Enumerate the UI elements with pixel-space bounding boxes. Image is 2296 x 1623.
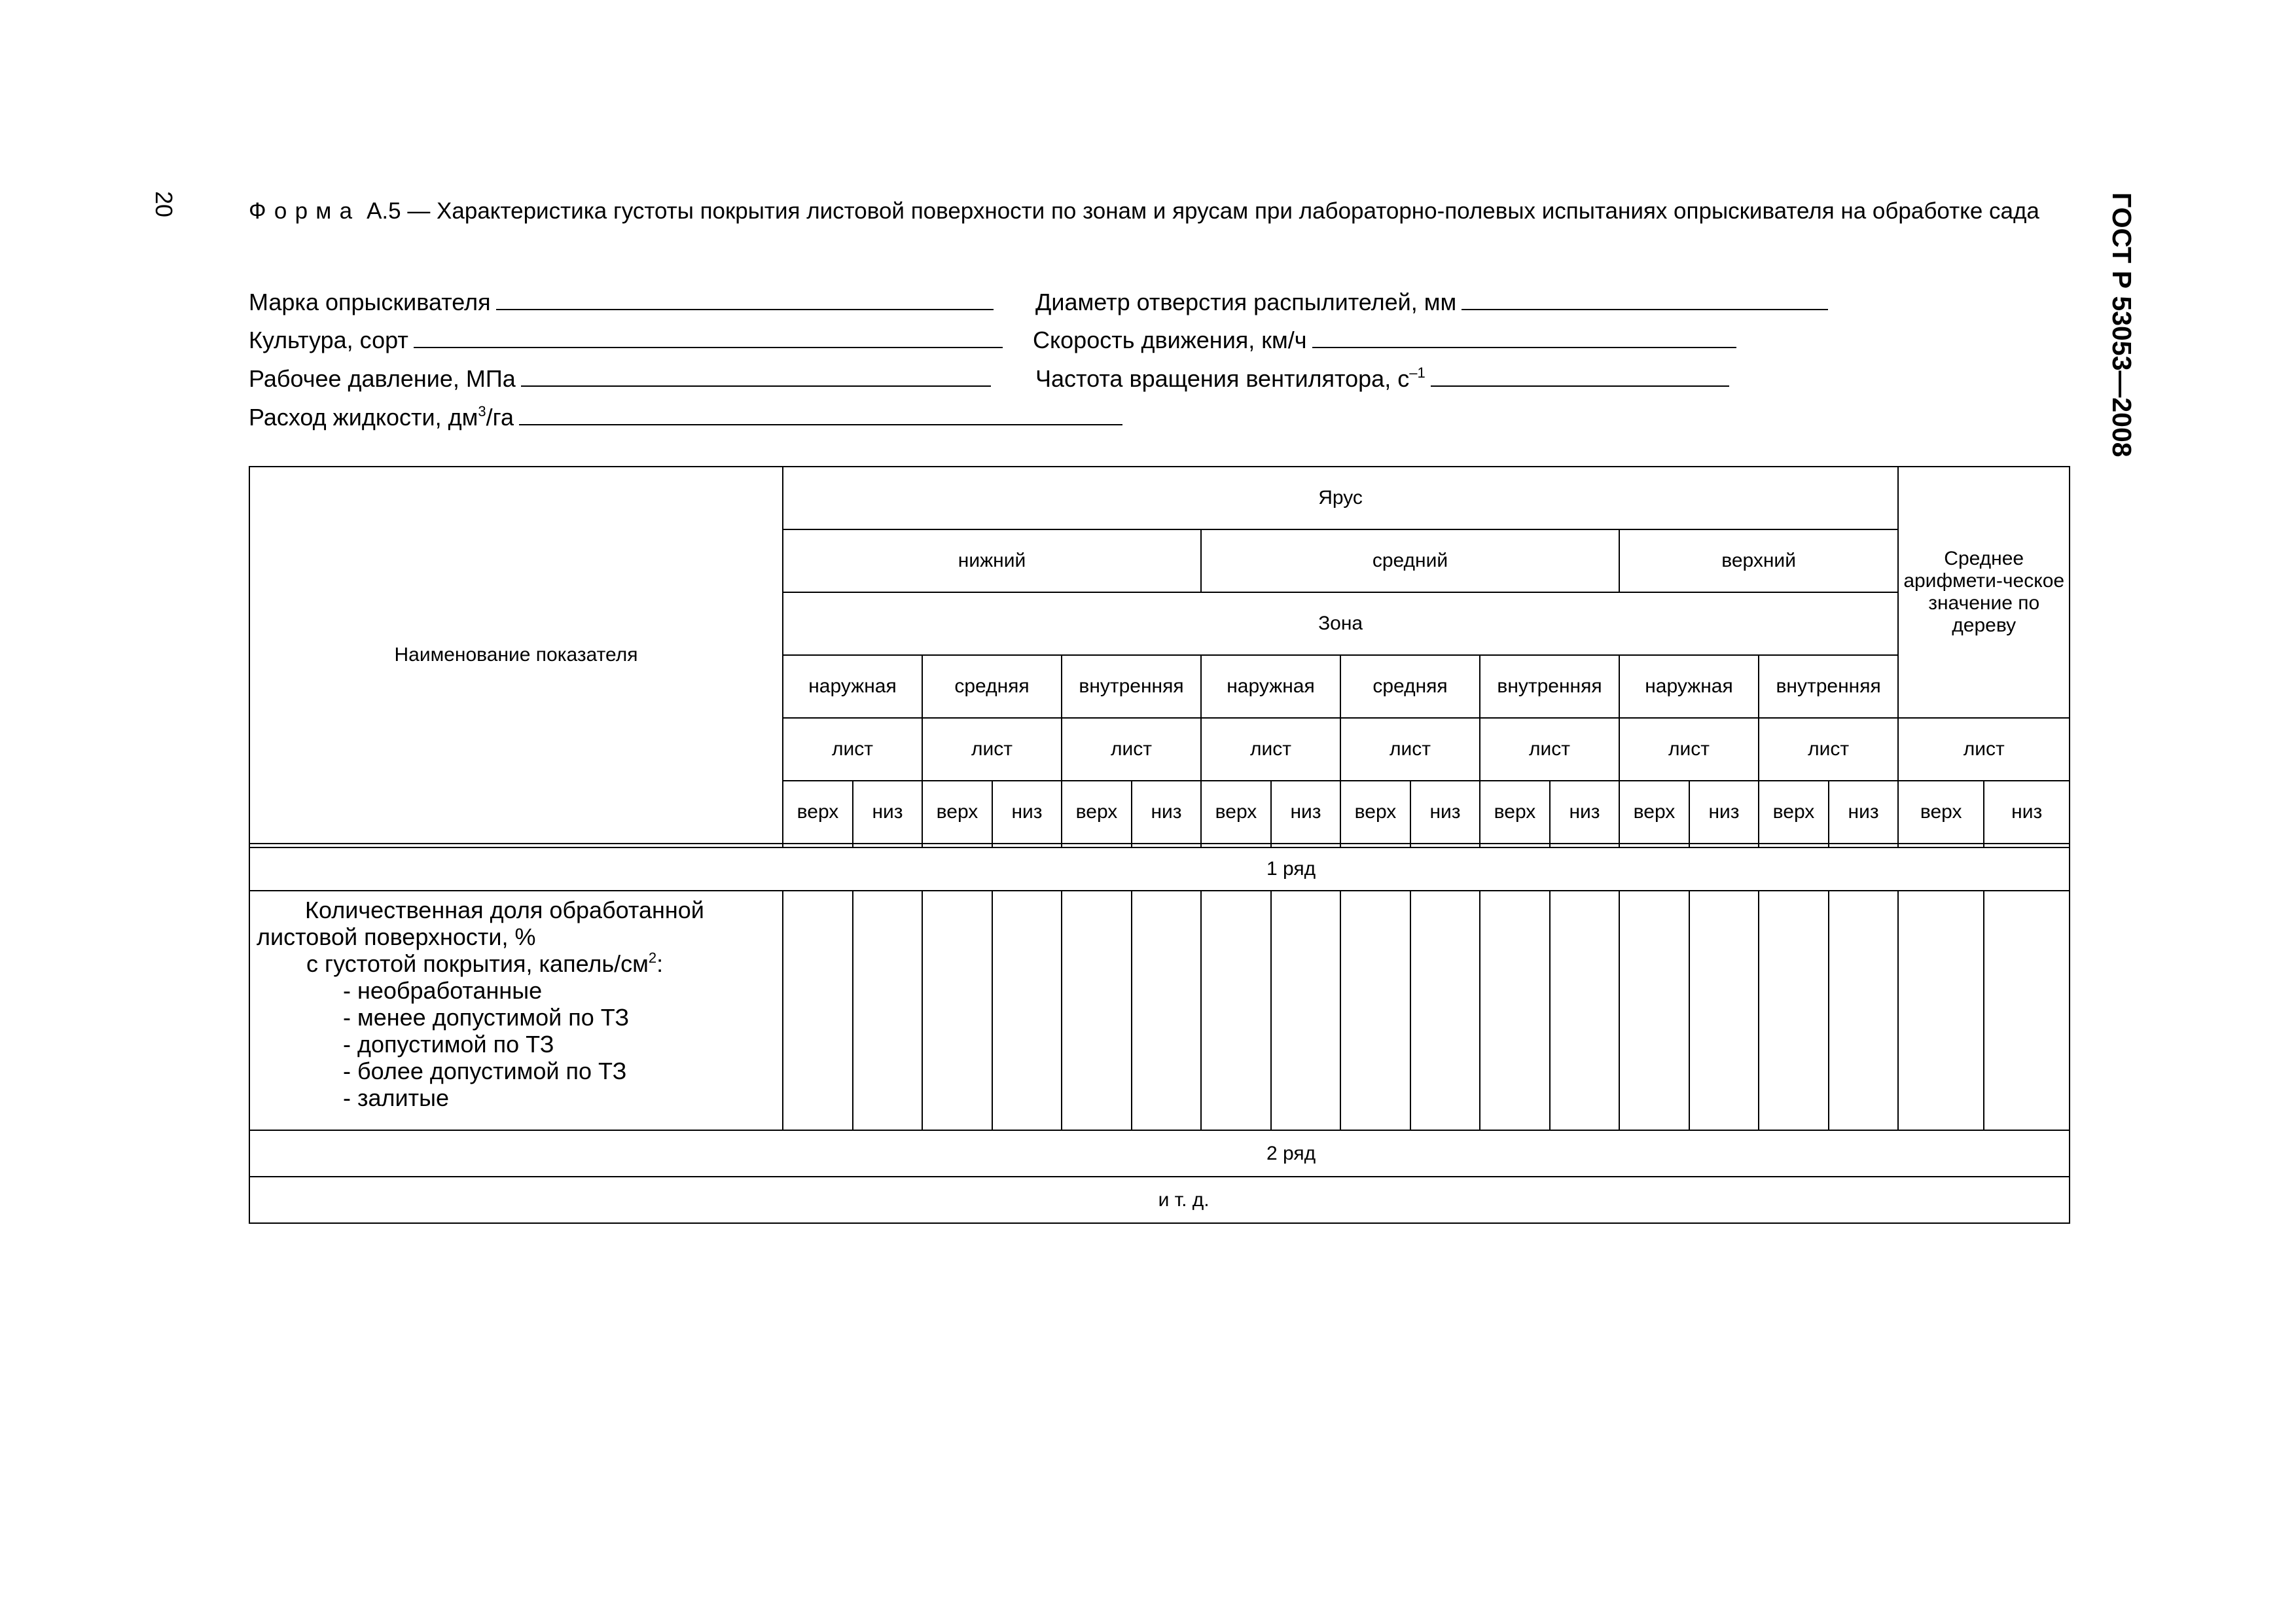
indicator-row bbox=[249, 891, 2070, 1130]
zone-header: Зона bbox=[783, 592, 1898, 655]
side-top-header: верх bbox=[1062, 781, 1132, 844]
leaf-header: лист bbox=[1619, 718, 1759, 781]
row-group-2 bbox=[249, 1130, 2070, 1177]
side-bottom-header: низ bbox=[853, 781, 922, 844]
tier-header: Ярус bbox=[783, 467, 1898, 529]
data-cell[interactable] bbox=[1829, 891, 1898, 1130]
data-cell[interactable] bbox=[1340, 891, 1410, 1130]
indicator-description bbox=[249, 891, 783, 1130]
fan-speed-label: Частота вращения вентилятора, с bbox=[1035, 365, 1410, 392]
zone-upper-outer: наружная bbox=[1619, 655, 1759, 718]
side-bottom-header: низ bbox=[992, 781, 1062, 844]
data-cell[interactable] bbox=[1759, 891, 1829, 1130]
leaf-header: лист bbox=[1062, 718, 1201, 781]
leaf-header: лист bbox=[1759, 718, 1898, 781]
nozzle-diameter-label: Диаметр отверстия распылителей, мм bbox=[1035, 289, 1457, 315]
liquid-flow-label: Расход жидкости, $дм^3/га$ bbox=[249, 403, 514, 431]
data-cell[interactable] bbox=[992, 891, 1062, 1130]
data-cell[interactable] bbox=[1271, 891, 1340, 1130]
indicator-item-below: - менее допустимой по ТЗ bbox=[343, 1004, 630, 1031]
form-title-text: А.5 — Характеристика густоты покрытия листовой поверхности по зонам и ярусам при лабораторно-полевых испытаниях опрыскивателя на обработке сада bbox=[367, 198, 2039, 224]
side-top-header: верх bbox=[1898, 781, 1984, 844]
leaf-header: лист bbox=[783, 718, 922, 781]
data-cell[interactable] bbox=[783, 891, 853, 1130]
data-cell[interactable] bbox=[853, 891, 922, 1130]
leaf-header: лист bbox=[1201, 718, 1340, 781]
side-top-header: верх bbox=[783, 781, 853, 844]
leaf-header: лист bbox=[1898, 718, 2070, 781]
data-cell[interactable] bbox=[1898, 891, 1984, 1130]
side-top-header: верх bbox=[922, 781, 992, 844]
zone-lower-outer: наружная bbox=[783, 655, 922, 718]
sprayer-brand-blank[interactable] bbox=[496, 308, 994, 310]
coverage-table bbox=[249, 466, 2070, 1224]
working-pressure-blank[interactable] bbox=[521, 385, 991, 387]
average-header: Среднее арифмети-ческое значение по дереву bbox=[1898, 467, 2070, 718]
data-cell[interactable] bbox=[1689, 891, 1759, 1130]
row-group-1 bbox=[249, 847, 2070, 891]
nozzle-diameter-field[interactable] bbox=[1035, 291, 1828, 314]
speed-field[interactable] bbox=[1033, 329, 1736, 352]
row-etc-label: и т. д. bbox=[1158, 1188, 1210, 1211]
fan-speed-field[interactable] bbox=[1035, 367, 1729, 391]
data-cell[interactable] bbox=[1480, 891, 1550, 1130]
indicator-name-header: Наименование показателя bbox=[249, 467, 783, 844]
side-bottom-header: низ bbox=[1132, 781, 1201, 844]
data-cell[interactable] bbox=[922, 891, 992, 1130]
crop-variety-field[interactable] bbox=[249, 329, 1003, 352]
form-title bbox=[249, 196, 2068, 226]
data-cell[interactable] bbox=[1062, 891, 1132, 1130]
tier-upper: верхний bbox=[1619, 529, 1898, 592]
tier-lower: нижний bbox=[783, 529, 1201, 592]
indicator-item-above: - более допустимой по ТЗ bbox=[343, 1058, 627, 1084]
row-etc bbox=[249, 1177, 2070, 1223]
data-cell[interactable] bbox=[1984, 891, 2070, 1130]
indicator-item-untreated: - необработанные bbox=[343, 977, 543, 1004]
zone-middle-middle: средняя bbox=[1340, 655, 1480, 718]
fan-speed-blank[interactable] bbox=[1431, 385, 1729, 387]
side-top-header: верх bbox=[1480, 781, 1550, 844]
sprayer-brand-field[interactable] bbox=[249, 291, 994, 314]
crop-variety-blank[interactable] bbox=[414, 346, 1003, 348]
leaf-header: лист bbox=[922, 718, 1062, 781]
data-cell[interactable] bbox=[1410, 891, 1480, 1130]
side-bottom-header: низ bbox=[1271, 781, 1340, 844]
leaf-header: лист bbox=[1480, 718, 1619, 781]
side-bottom-header: низ bbox=[1410, 781, 1480, 844]
side-bottom-header: низ bbox=[1984, 781, 2070, 844]
page-number: 20 bbox=[151, 191, 177, 218]
tier-middle: средний bbox=[1201, 529, 1619, 592]
zone-upper-inner: внутренняя bbox=[1759, 655, 1898, 718]
working-pressure-field[interactable] bbox=[249, 367, 991, 391]
nozzle-diameter-blank[interactable] bbox=[1462, 308, 1828, 310]
row-group-1-label: 1 ряд bbox=[1266, 858, 1316, 880]
side-bottom-header: низ bbox=[1550, 781, 1619, 844]
fan-speed-exponent: –1 bbox=[1409, 365, 1426, 381]
side-top-header: верх bbox=[1201, 781, 1271, 844]
zone-lower-inner: внутренняя bbox=[1062, 655, 1201, 718]
data-cell[interactable] bbox=[1201, 891, 1271, 1130]
crop-variety-label: Культура, сорт bbox=[249, 327, 408, 353]
side-top-header: верх bbox=[1340, 781, 1410, 844]
side-bottom-header: низ bbox=[1689, 781, 1759, 844]
speed-label: Скорость движения, км/ч bbox=[1033, 327, 1307, 353]
side-top-header: верх bbox=[1619, 781, 1689, 844]
side-top-header: верх bbox=[1759, 781, 1829, 844]
form-title-prefix: Форма bbox=[249, 198, 361, 224]
data-cell[interactable] bbox=[1619, 891, 1689, 1130]
data-cell[interactable] bbox=[1132, 891, 1201, 1130]
row-group-2-label: 2 ряд bbox=[1266, 1142, 1316, 1164]
working-pressure-label: Рабочее давление, МПа bbox=[249, 365, 516, 392]
indicator-line-2: с густотой покрытия, капель/$см^2$: bbox=[306, 950, 664, 977]
sprayer-brand-label: Марка опрыскивателя bbox=[249, 289, 491, 315]
liquid-flow-field[interactable] bbox=[249, 403, 1122, 431]
zone-middle-inner: внутренняя bbox=[1480, 655, 1619, 718]
document-code: ГОСТ Р 53053—2008 bbox=[2107, 192, 2137, 457]
liquid-flow-blank[interactable] bbox=[519, 423, 1122, 425]
indicator-item-flooded: - залитые bbox=[343, 1084, 450, 1111]
zone-middle-outer: наружная bbox=[1201, 655, 1340, 718]
speed-blank[interactable] bbox=[1312, 346, 1736, 348]
indicator-item-allowed: - допустимой по ТЗ bbox=[343, 1031, 554, 1058]
zone-lower-middle: средняя bbox=[922, 655, 1062, 718]
leaf-header: лист bbox=[1340, 718, 1480, 781]
side-bottom-header: низ bbox=[1829, 781, 1898, 844]
indicator-line-1: Количественная доля обработанной листовой поверхности, % bbox=[257, 897, 704, 950]
data-cell[interactable] bbox=[1550, 891, 1619, 1130]
